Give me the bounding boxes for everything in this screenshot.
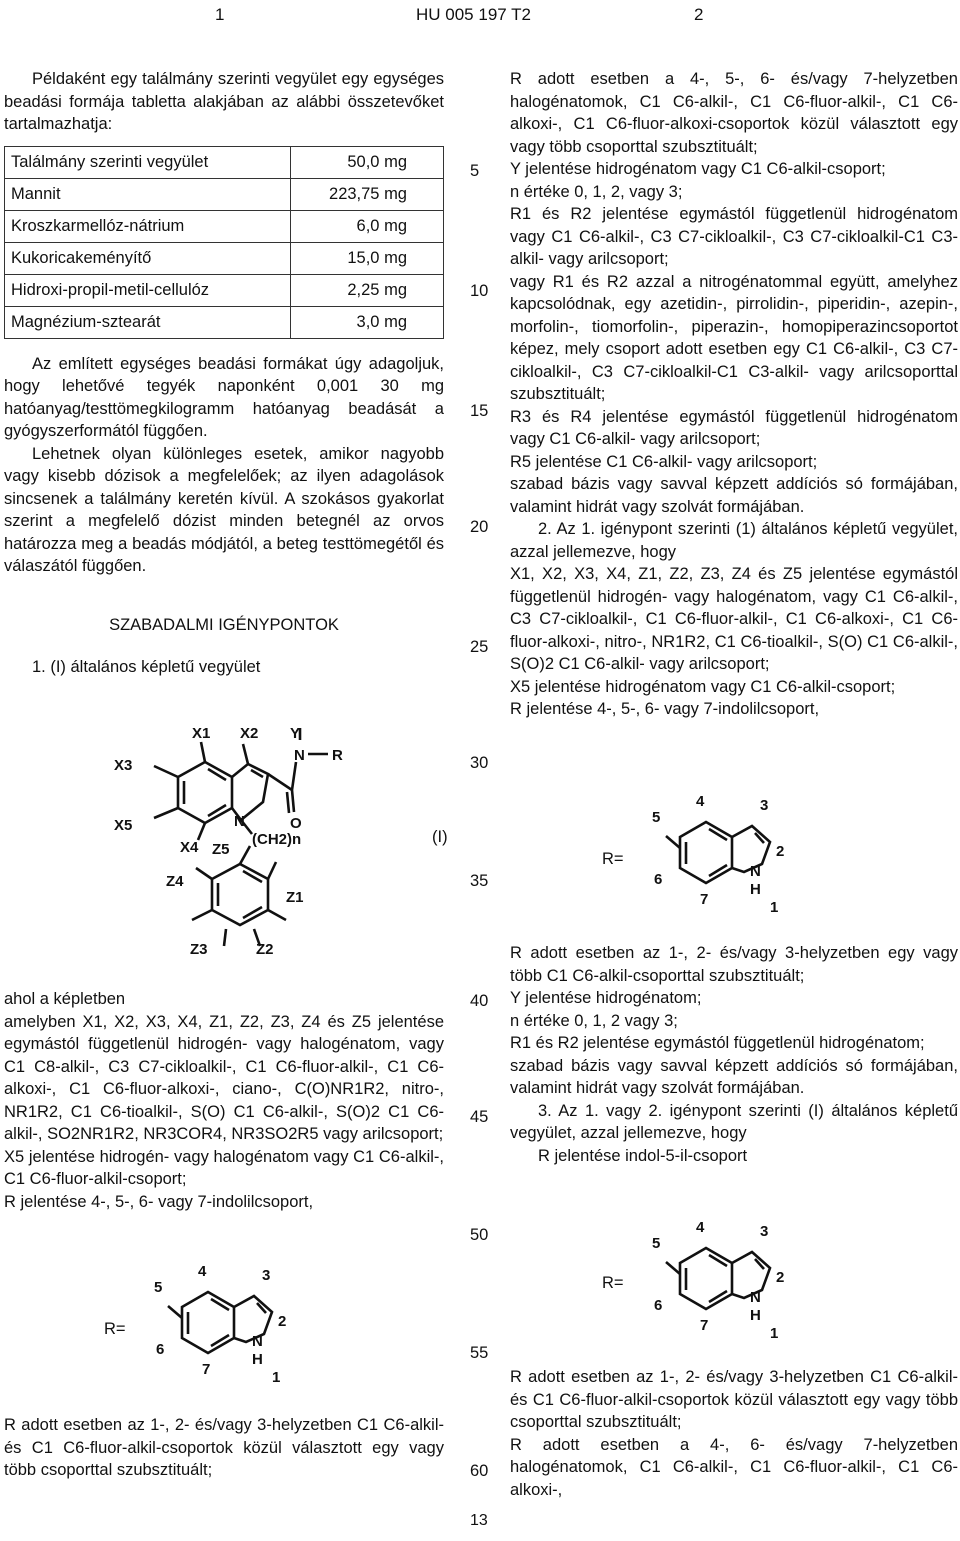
claim-text: R jelentése indol-5-il-csoport: [538, 1146, 748, 1165]
line-number: 5: [470, 162, 480, 180]
right-column-bottom: [510, 1366, 958, 1501]
claim-text: Y jelentése hidrogénatom vagy C1 C6-alkil-csoport;: [510, 160, 886, 178]
formula-label: (CH2)n: [252, 831, 302, 848]
indole-position-label: 5: [154, 1279, 163, 1296]
dosage-paragraph: Az említett egységes beadási formákat úgy adagoljuk, hogy lehetővé tegyék naponként 0,001 30 mg hatóanyag/testtömegkilogramm hatóanyag beadását a gyógyszerformától függően.: [4, 354, 444, 440]
left-column-bottom: [4, 1414, 444, 1482]
r-substitution-paragraph: R adott esetben az 1-, 2- és/vagy 3-helyzetben C1 C6-alkil- és C1 C6-fluor-alkil-csoportok közül választott egy vagy több csoporttal szubsztituált;: [4, 1416, 444, 1479]
header-right-number: 2: [694, 5, 704, 24]
indole-position-label: N: [750, 1289, 761, 1306]
claim-text: R3 és R4 jelentése egymástól függetlenül hidrogénatom vagy C1 C6-alkil- vagy arilcsoport;: [510, 407, 958, 448]
line-number: 60: [470, 1462, 489, 1480]
indole-position-label: 7: [700, 1317, 709, 1334]
indole-position-label: 4: [696, 793, 705, 810]
indole-position-label: 6: [156, 1341, 165, 1358]
indole-position-label: 5: [652, 809, 661, 826]
header-patent-number: HU 005 197 T2: [416, 5, 531, 24]
table-row: [5, 210, 444, 242]
indole-position-label: 6: [654, 871, 663, 888]
indole-position-label: 2: [776, 843, 785, 860]
ingredient-amount: 50,0 mg: [291, 146, 444, 178]
ingredient-amount: 15,0 mg: [291, 242, 444, 274]
formula-label: Z3: [190, 941, 208, 956]
indole-position-label: 7: [700, 891, 709, 908]
indole-position-label: H: [750, 1307, 761, 1324]
claim-text: n értéke 0, 1, 2 vagy 3;: [510, 1011, 678, 1030]
line-number: 45: [470, 1108, 489, 1126]
formula-label: X4: [180, 839, 199, 856]
claim-text: R adott esetben az 1-, 2- és/vagy 3-helyzetben egy vagy több C1 C6-alkil-csoporttal szubsztituált;: [510, 944, 958, 985]
r-equals-label: R=: [104, 1320, 126, 1338]
header-left-number: 1: [215, 5, 225, 24]
formula-label: N: [234, 813, 245, 830]
ingredient-name: Kroszkarmellóz-nátrium: [5, 210, 291, 242]
indole-position-label: 2: [776, 1269, 785, 1286]
indole-position-label: N: [750, 863, 761, 880]
formula-label-I: (I): [432, 828, 448, 846]
indole-position-label: 1: [770, 1325, 779, 1342]
claim-text: X5 jelentése hidrogénatom vagy C1 C6-alkil-csoport;: [510, 677, 896, 696]
indole-structure: [648, 792, 798, 922]
formula-label: X1: [192, 725, 211, 742]
claim-text: R jelentése 4-, 5-, 6- vagy 7-indolilcsoport,: [510, 700, 820, 718]
table-row: [5, 178, 444, 210]
x-z-definition: amelyben X1, X2, X3, X4, Z1, Z2, Z3, Z4 és Z5 jelentése egymástól függetlenül hidrogén- vagy halogénatom, vagy C1 C8-alkil-, C3 C7-cikloalkil-, C1 C6-fluor-alkil-, C1 C6-alkoxi-, C1 C6-fluor-alkoxi-, ciano-, C(O)NR1R2, nitro-, NR1R2, C1 C6-tioalkil-, S(O) C1 C6-alkil-, S(O)2 C1 C6-alkil-, SO2NR1R2, NR3COR4, NR3SO2R5 vagy arilcsoport;: [4, 1012, 444, 1143]
formula-label: X2: [240, 725, 259, 742]
formula-label: Z2: [256, 941, 274, 956]
intro-paragraph: Példaként egy találmány szerinti vegyület egy egységes beadási formája tabletta alakjában az alábbi összetevőket tartalmazhatja:: [4, 70, 444, 133]
line-number: 25: [470, 638, 489, 656]
line-number: 50: [470, 1226, 489, 1244]
table-row: [5, 242, 444, 274]
line-number: 35: [470, 872, 489, 890]
indole-position-label: 3: [760, 797, 769, 814]
formula-label: Z4: [166, 873, 184, 890]
special-cases-paragraph: Lehetnek olyan különleges esetek, amikor nagyobb vagy kisebb dózisok a megfelelőek; az ilyen adagolások sincsenek a találmány keretén kívül. A szokásos gyakorlat szerint a megfelelő dózist minden betegnél az orvos határozza meg a beadás módjától, a beteg testtömegétől és válaszától függően.: [4, 444, 444, 575]
ingredients-table: [4, 146, 444, 339]
line-number: 40: [470, 992, 489, 1010]
claims-heading: SZABADALMI IGÉNYPONTOK: [109, 615, 339, 634]
formula-label: O: [290, 815, 302, 832]
formula-label: Z5: [212, 841, 230, 858]
line-number: 15: [470, 402, 489, 420]
claim-3-intro: 3. Az 1. vagy 2. igénypont szerinti (I) általános képletű vegyület, azzal jellemezve, hogy: [510, 1101, 958, 1142]
claim-text: vagy R1 és R2 azzal a nitrogénatommal együtt, amelyhez kapcsolódnak, egy azetidin-, pirrolidin-, piperidin-, azepin-, morfolin-, tiomorfolin-, piperazin-, homopiperazincsoportot képez, mely csoport adott esetben egy C1 C6-alkil-, C3 C7-cikloalkil-, C3 C7-cikloalkil-C1 C3-alkil- vagy arilcsoporttal szubsztituált;: [510, 272, 958, 403]
ingredient-amount: 3,0 mg: [291, 306, 444, 338]
line-number: 30: [470, 754, 489, 772]
claim-text: R5 jelentése C1 C6-alkil- vagy arilcsoport;: [510, 452, 818, 471]
formula-I-structure: [100, 722, 380, 956]
ingredient-name: Kukoricakeményítő: [5, 242, 291, 274]
x5-definition: X5 jelentése hidrogén- vagy halogénatom vagy C1 C6-alkil-, C1 C6-fluor-alkil-csoport;: [4, 1147, 444, 1188]
claim-text: n értéke 0, 1, 2, vagy 3;: [510, 182, 683, 201]
claim-text: szabad bázis vagy savval képzett addíciós só formájában, valamint hidrát vagy szolvát formájában.: [510, 475, 958, 516]
claim-text: R adott esetben a 4-, 6- és/vagy 7-helyzetben halogénatomok, C1 C6-alkil-, C1 C6-fluor-alkil-, C1 C6-alkoxi-,: [510, 1435, 958, 1499]
line-number: 55: [470, 1344, 489, 1362]
indole-structure: [648, 1218, 798, 1348]
claim-text: R1 és R2 jelentése egymástól függetlenül hidrogénatom vagy C1 C6-alkil-, C3 C7-cikloalkil-, C3 C7-cikloalkil-C1 C3-alkil- vagy arilcsoport;: [510, 205, 958, 268]
indole-position-label: 6: [654, 1297, 663, 1314]
right-column-middle: [510, 942, 958, 1167]
claim-1-intro: 1. (I) általános képletű vegyület: [32, 658, 261, 676]
formula-label: Z1: [286, 889, 304, 906]
r-equals-label: R=: [602, 850, 624, 868]
claim-text: R1 és R2 jelentése egymástól függetlenül hidrogénatom;: [510, 1034, 925, 1052]
formula-label: X5: [114, 817, 133, 834]
ingredient-name: Mannit: [5, 178, 291, 210]
left-column-middle: [4, 988, 444, 1213]
formula-label: N: [294, 747, 305, 764]
indole-position-label: 4: [696, 1219, 705, 1236]
ingredient-amount: 6,0 mg: [291, 210, 444, 242]
formula-label: X3: [114, 757, 133, 774]
r-equals-label: R=: [602, 1274, 624, 1292]
right-column-top: [510, 68, 958, 721]
formula-label: Y: [290, 725, 301, 742]
indole-position-label: 2: [278, 1313, 287, 1330]
ingredient-amount: 2,25 mg: [291, 274, 444, 306]
indole-position-label: 7: [202, 1361, 211, 1378]
line-number: 10: [470, 282, 489, 300]
indole-position-label: 3: [262, 1267, 271, 1284]
formula-label: R: [332, 747, 343, 764]
claim-text: Y jelentése hidrogénatom;: [510, 989, 702, 1007]
table-row: [5, 306, 444, 338]
indole-structure: [150, 1262, 300, 1392]
claim-text: R adott esetben az 1-, 2- és/vagy 3-helyzetben C1 C6-alkil- és C1 C6-fluor-alkil-csoportok közül választott egy vagy több csoporttal szubsztituált;: [510, 1368, 958, 1431]
where-line: ahol a képletben: [4, 990, 126, 1008]
ingredient-name: Magnézium-sztearát: [5, 306, 291, 338]
table-row: [5, 146, 444, 178]
table-row: [5, 274, 444, 306]
ingredient-name: Találmány szerinti vegyület: [5, 146, 291, 178]
indole-position-label: H: [750, 881, 761, 898]
indole-position-label: H: [252, 1351, 263, 1368]
r-definition: R jelentése 4-, 5-, 6- vagy 7-indolilcsoport,: [4, 1192, 314, 1211]
indole-position-label: 5: [652, 1235, 661, 1252]
indole-position-label: 1: [272, 1369, 281, 1386]
claim-text: R adott esetben a 4-, 5-, 6- és/vagy 7-helyzetben halogénatomok, C1 C6-alkil-, C1 C6-fluor-alkil-, C1 C6-alkoxi-, C1 C6-fluor-alkoxi-csoportok közül választott egy vagy több csoporttal szubsztituált;: [510, 70, 958, 156]
ingredient-amount: 223,75 mg: [291, 178, 444, 210]
left-column-top: [4, 68, 444, 679]
ingredient-name: Hidroxi-propil-metil-cellulóz: [5, 274, 291, 306]
indole-position-label: N: [252, 1333, 263, 1350]
line-number: 20: [470, 518, 489, 536]
claim-text: X1, X2, X3, X4, Z1, Z2, Z3, Z4 és Z5 jelentése egymástól függetlenül hidrogén- vagy halogénatom, vagy C1 C6-alkil-, C3 C7-cikloalkil-, C1 C6-fluor-alkil-, C1 C6-alkoxi-, C1 C6-fluor-alkoxi-, nitro-, NR1R2, C1 C6-tioalkil-, S(O) C1 C6-alkil-, S(O)2 C1 C6-alkil- vagy arilcsoport;: [510, 565, 958, 673]
claim-text: szabad bázis vagy savval képzett addíciós só formájában, valamint hidrát vagy szolvát formájában.: [510, 1056, 958, 1097]
indole-position-label: 4: [198, 1263, 207, 1280]
claim-2-intro: 2. Az 1. igénypont szerinti (1) általános képletű vegyület, azzal jellemezve, hogy: [510, 520, 958, 561]
indole-position-label: 1: [770, 899, 779, 916]
page-number: 13: [470, 1512, 488, 1529]
indole-position-label: 3: [760, 1223, 769, 1240]
